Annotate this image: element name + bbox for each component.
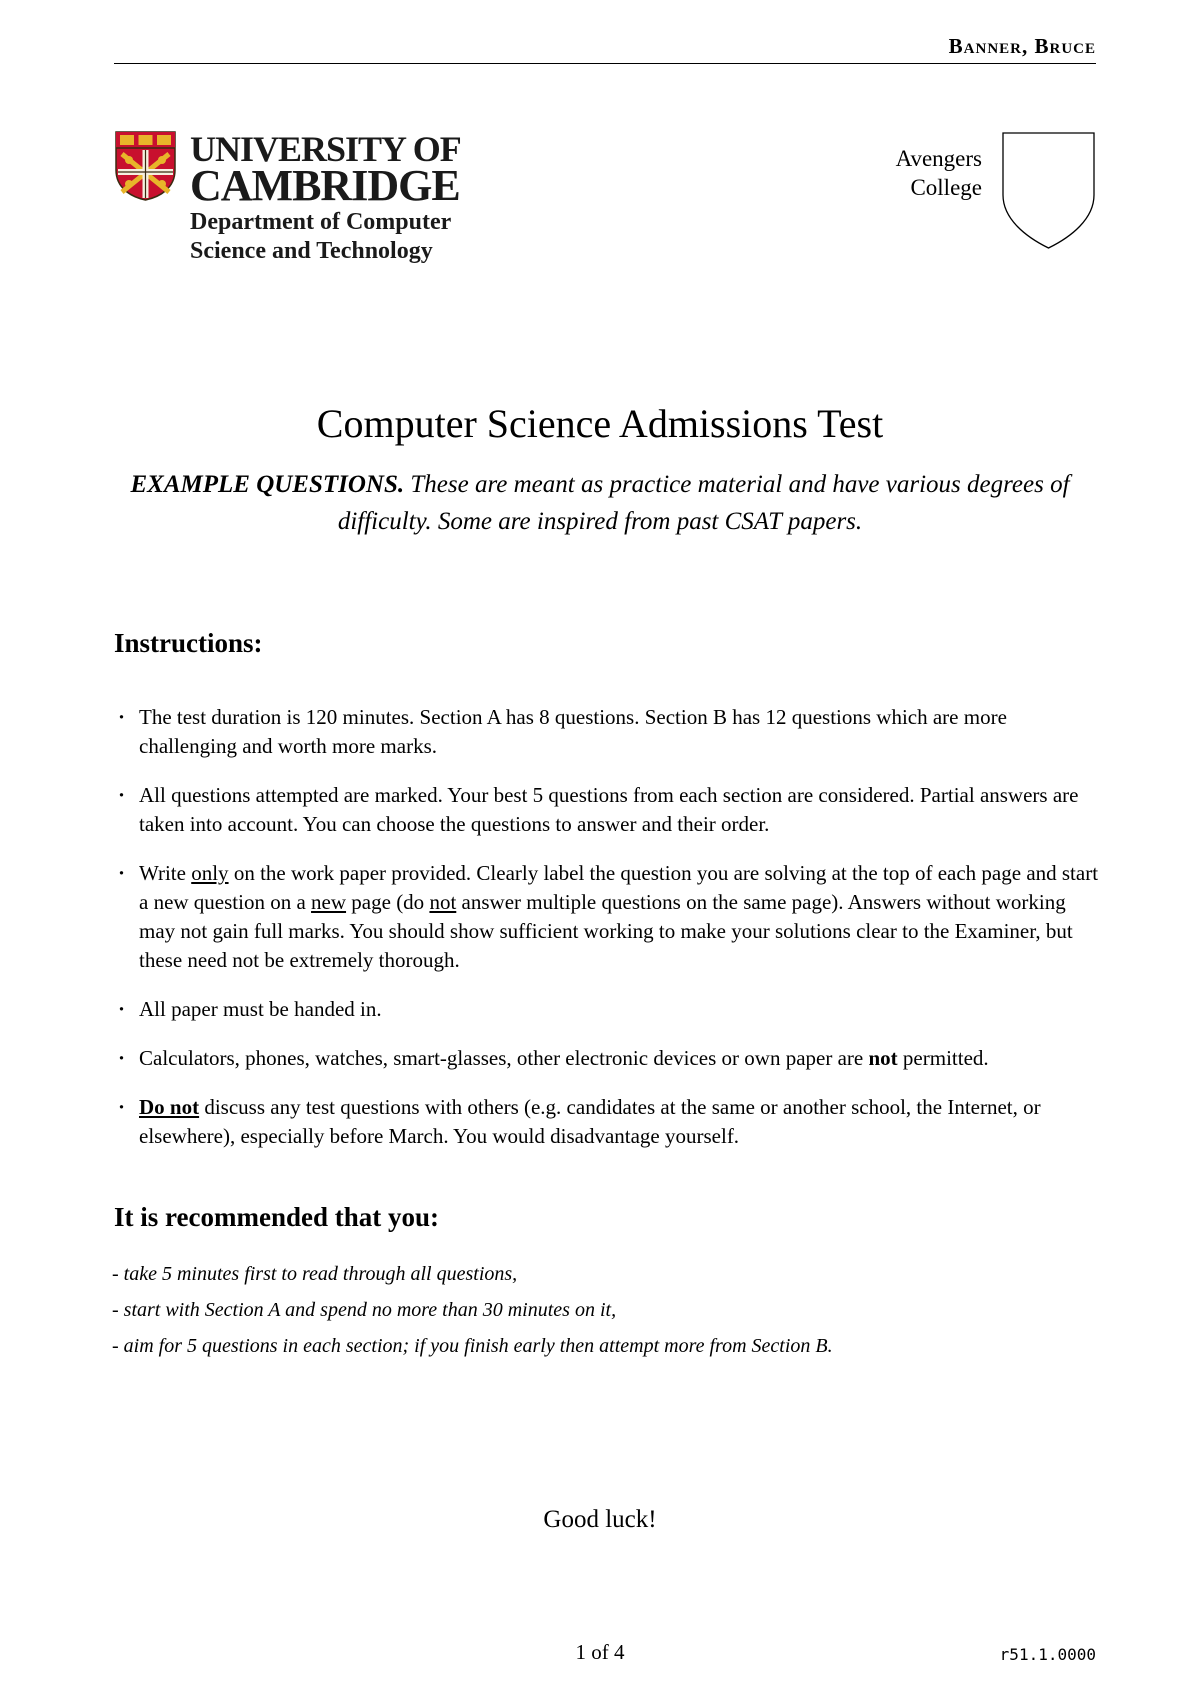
instruction-text: permitted.	[897, 1046, 989, 1070]
closing-text: Good luck!	[543, 1506, 657, 1533]
instruction-item: · All questions attempted are marked. Your best 5 questions from each section are considered. Partial answers are taken into account. You can choose the questions to answer and their order.	[114, 781, 1104, 839]
page-title: Computer Science Admissions Test	[316, 401, 884, 446]
logo-university-text: UNIVERSITY OF	[190, 129, 461, 169]
recommendation-item: - start with Section A and spend no more than 30 minutes on it,	[112, 1299, 617, 1321]
page-number: 1 of 4	[575, 1640, 625, 1664]
page-subtitle	[130, 466, 1070, 540]
logo-cambridge-text: CAMBRIDGE	[190, 161, 460, 210]
recommendations-list	[112, 1256, 833, 1364]
subtitle-text: These are meant as practice material and have various degrees of difficulty. Some are inspired from past CSAT papers.	[337, 471, 1070, 535]
version-code: r51.1.0000	[999, 1645, 1096, 1664]
instruction-bold-underlined: Do not	[139, 1095, 200, 1119]
instruction-item	[114, 1044, 1104, 1073]
instruction-underlined: not	[429, 890, 457, 914]
college-name	[896, 144, 982, 202]
instruction-item	[114, 1093, 1104, 1151]
instruction-text: on the work paper provided. Clearly label the question you are solving at the top of each page and start a new question on a	[139, 861, 1099, 914]
instruction-text: Write	[139, 861, 192, 885]
logo-department-line2: Science and Technology	[190, 238, 433, 264]
instruction-item: · The test duration is 120 minutes. Section A has 8 questions. Section B has 12 questions which are more challenging and worth more marks.	[114, 703, 1104, 761]
instruction-item	[114, 859, 1104, 975]
logo-department-line1: Department of Computer	[190, 209, 452, 235]
college-name-line1: Avengers	[895, 146, 982, 171]
instructions-heading: Instructions:	[114, 628, 263, 658]
cambridge-crest-icon	[114, 130, 177, 202]
instruction-underlined: new	[311, 890, 347, 914]
candidate-name: Banner, Bruce	[948, 34, 1096, 58]
instruction-text: Calculators, phones, watches, smart-glasses, other electronic devices or own paper are	[139, 1046, 869, 1070]
instruction-text: discuss any test questions with others (e.g. candidates at the same or another school, the Internet, or elsewhere), especially before March. You would disadvantage yourself.	[139, 1095, 1041, 1148]
instruction-underlined: only	[191, 861, 229, 885]
university-logo	[114, 130, 474, 270]
college-name-line2: College	[910, 175, 982, 200]
instructions-list	[114, 703, 1104, 1171]
header-divider	[114, 63, 1096, 64]
instruction-text: answer multiple questions on the same page). Answers without working may not gain full marks. You should show sufficient working to make your solutions clear to the Examiner, but these need not be extremely thorough.	[139, 890, 1073, 972]
subtitle-bold: EXAMPLE QUESTIONS.	[130, 471, 405, 498]
instruction-bold: not	[868, 1046, 898, 1070]
instruction-item: · All paper must be handed in.	[114, 995, 1104, 1024]
recommendation-item: - aim for 5 questions in each section; if you finish early then attempt more from Section B.	[112, 1335, 833, 1357]
recommendation-item: - take 5 minutes first to read through all questions,	[112, 1263, 518, 1285]
instruction-text: page (do	[346, 890, 430, 914]
logo-department-text	[190, 208, 451, 266]
recommendations-heading: It is recommended that you:	[114, 1202, 439, 1232]
shield-outline-icon	[1001, 131, 1096, 250]
